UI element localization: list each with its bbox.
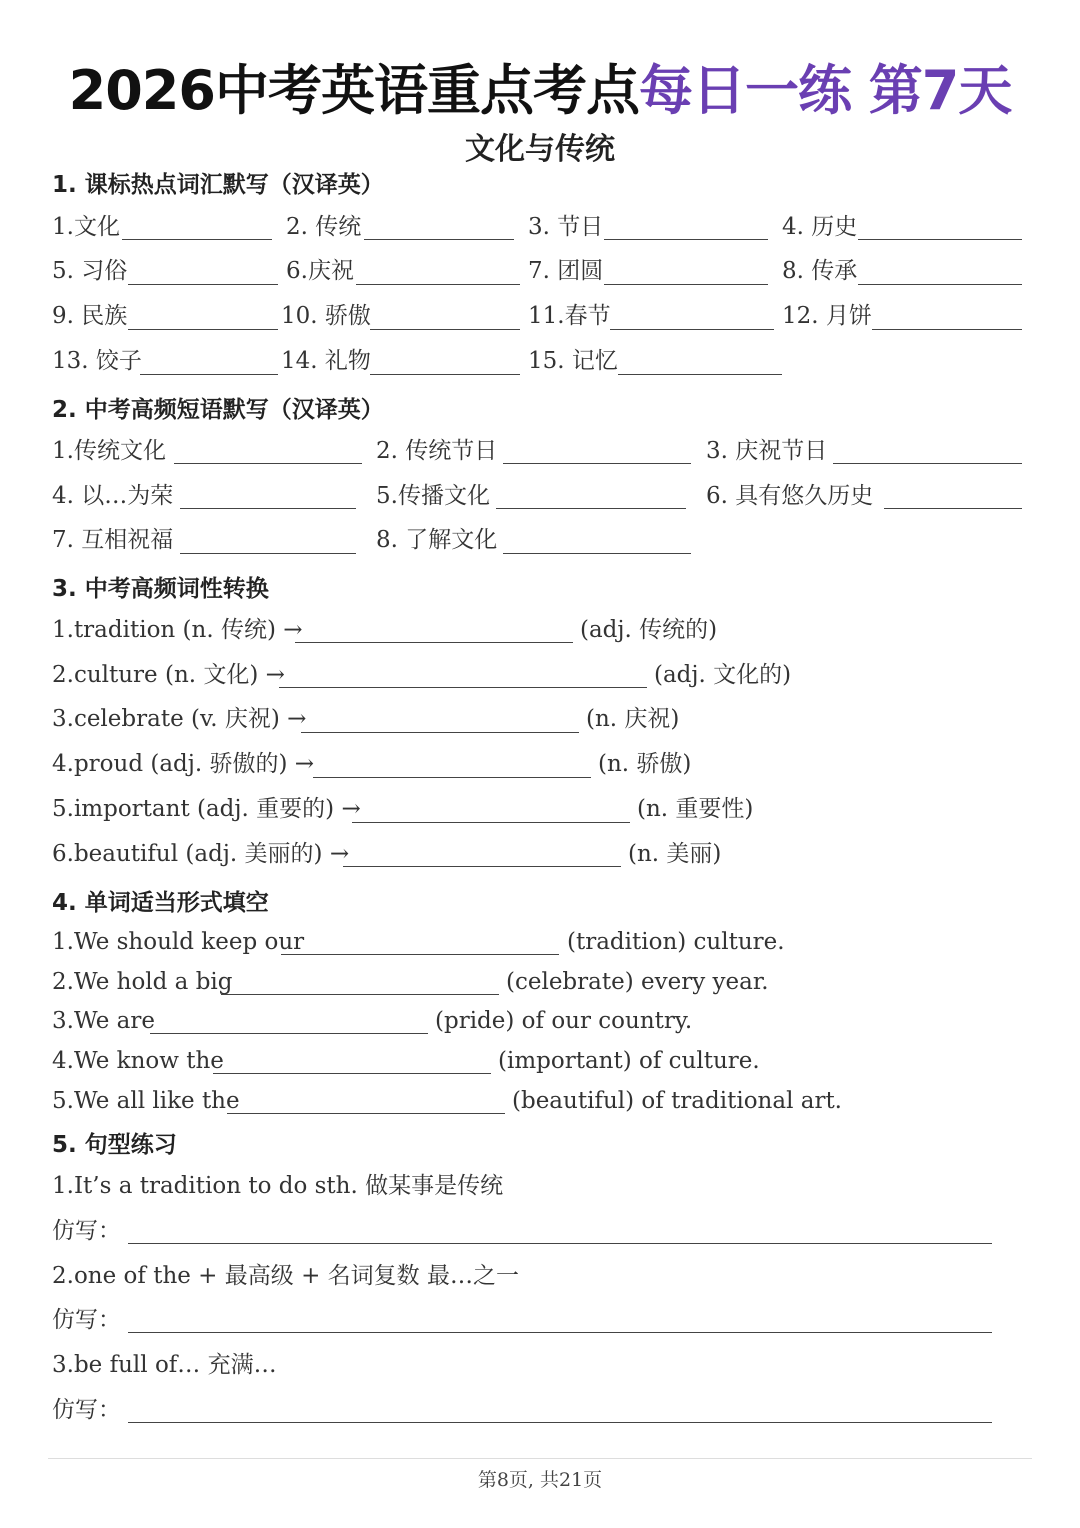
answer-blank[interactable] <box>128 329 278 330</box>
vocab-item: 3. 节日 <box>528 214 604 240</box>
vocab-item: 5. 习俗 <box>52 258 128 284</box>
answer-blank[interactable] <box>858 284 1022 285</box>
phrase-item: 8. 了解文化 <box>376 527 498 553</box>
vocab-item: 1.文化 <box>52 214 120 240</box>
answer-blank[interactable] <box>356 284 520 285</box>
rewrite-label: 仿写： <box>52 1307 121 1333</box>
vocab-item: 9. 民族 <box>52 303 128 329</box>
answer-blank[interactable] <box>604 239 768 240</box>
conversion-target: (n. 美丽) <box>628 841 722 867</box>
answer-blank[interactable] <box>174 463 362 464</box>
fill-blank-hint: (celebrate) every year. <box>506 969 769 995</box>
answer-blank[interactable] <box>128 284 278 285</box>
fill-blank-sentence: 3.We are <box>52 1008 155 1034</box>
conversion-prompt: 1.tradition (n. 传统) → <box>52 617 303 643</box>
sentence-pattern: 2.one of the + 最高级 + 名词复数 最…之一 <box>52 1263 519 1289</box>
rewrite-blank[interactable] <box>128 1243 992 1244</box>
conversion-prompt: 6.beautiful (adj. 美丽的) → <box>52 841 350 867</box>
rewrite-label: 仿写： <box>52 1397 121 1423</box>
answer-blank[interactable] <box>618 374 782 375</box>
vocab-item: 11.春节 <box>528 303 611 329</box>
section-4-heading: 4. 单词适当形式填空 <box>52 890 269 916</box>
vocab-item: 10. 骄傲 <box>281 303 371 329</box>
answer-blank[interactable] <box>503 553 691 554</box>
fill-blank-sentence: 1.We should keep our <box>52 929 305 955</box>
vocab-item: 13. 饺子 <box>52 348 142 374</box>
vocab-item: 4. 历史 <box>782 214 858 240</box>
phrase-item: 1.传统文化 <box>52 438 166 464</box>
conversion-target: (adj. 传统的) <box>580 617 718 643</box>
rewrite-blank[interactable] <box>128 1332 992 1333</box>
answer-blank[interactable] <box>884 508 1022 509</box>
vocab-item: 15. 记忆 <box>528 348 618 374</box>
conversion-target: (adj. 文化的) <box>654 662 792 688</box>
vocab-item: 7. 团圆 <box>528 258 604 284</box>
answer-blank[interactable] <box>122 239 272 240</box>
vocab-item: 12. 月饼 <box>782 303 872 329</box>
rewrite-blank[interactable] <box>128 1422 992 1423</box>
phrase-item: 5.传播文化 <box>376 483 490 509</box>
conversion-target: (n. 重要性) <box>637 796 754 822</box>
fill-blank-sentence: 4.We know the <box>52 1048 224 1074</box>
answer-blank[interactable] <box>610 329 774 330</box>
fill-blank-hint: (tradition) culture. <box>567 929 785 955</box>
answer-blank[interactable] <box>364 239 514 240</box>
answer-blank[interactable] <box>150 1033 428 1034</box>
answer-blank[interactable] <box>213 1073 491 1074</box>
page-number: 第8页, 共21页 <box>477 1469 603 1491</box>
section-2-heading: 2. 中考高频短语默写（汉译英） <box>52 397 384 423</box>
fill-blank-hint: (important) of culture. <box>498 1048 760 1074</box>
vocab-item: 14. 礼物 <box>281 348 371 374</box>
footer-divider <box>48 1458 1032 1459</box>
vocab-item: 2. 传统 <box>286 214 362 240</box>
conversion-prompt: 2.culture (n. 文化) → <box>52 662 285 688</box>
answer-blank[interactable] <box>503 463 691 464</box>
answer-blank[interactable] <box>604 284 768 285</box>
answer-blank[interactable] <box>295 642 573 643</box>
answer-blank[interactable] <box>313 777 591 778</box>
sentence-pattern: 1.It’s a tradition to do sth. 做某事是传统 <box>52 1173 504 1199</box>
phrase-item: 6. 具有悠久历史 <box>706 483 874 509</box>
conversion-target: (n. 庆祝) <box>586 706 680 732</box>
answer-blank[interactable] <box>872 329 1022 330</box>
answer-blank[interactable] <box>180 508 356 509</box>
conversion-target: (n. 骄傲) <box>598 751 692 777</box>
title-accent: 每日一练 第7天 <box>638 59 1012 122</box>
fill-blank-hint: (beautiful) of traditional art. <box>512 1088 842 1114</box>
answer-blank[interactable] <box>370 329 520 330</box>
phrase-item: 7. 互相祝福 <box>52 527 174 553</box>
answer-blank[interactable] <box>370 374 520 375</box>
fill-blank-hint: (pride) of our country. <box>435 1008 693 1034</box>
answer-blank[interactable] <box>180 553 356 554</box>
section-1-heading: 1. 课标热点词汇默写（汉译英） <box>52 172 384 198</box>
answer-blank[interactable] <box>301 732 579 733</box>
conversion-prompt: 5.important (adj. 重要的) → <box>52 796 361 822</box>
sentence-pattern: 3.be full of… 充满… <box>52 1352 277 1378</box>
answer-blank[interactable] <box>858 239 1022 240</box>
section-3-heading: 3. 中考高频词性转换 <box>52 576 269 602</box>
answer-blank[interactable] <box>227 1113 505 1114</box>
answer-blank[interactable] <box>343 866 621 867</box>
fill-blank-sentence: 2.We hold a big <box>52 969 233 995</box>
title-main: 2026中考英语重点考点 <box>68 59 639 122</box>
section-5-heading: 5. 句型练习 <box>52 1132 177 1158</box>
answer-blank[interactable] <box>140 374 278 375</box>
page-subtitle: 文化与传统 <box>465 132 615 167</box>
page-title <box>0 48 1080 125</box>
answer-blank[interactable] <box>833 463 1022 464</box>
answer-blank[interactable] <box>496 508 686 509</box>
vocab-item: 6.庆祝 <box>286 258 354 284</box>
vocab-item: 8. 传承 <box>782 258 858 284</box>
fill-blank-sentence: 5.We all like the <box>52 1088 240 1114</box>
answer-blank[interactable] <box>281 954 559 955</box>
conversion-prompt: 3.celebrate (v. 庆祝) → <box>52 706 307 732</box>
answer-blank[interactable] <box>352 822 630 823</box>
answer-blank[interactable] <box>221 994 499 995</box>
phrase-item: 4. 以…为荣 <box>52 483 174 509</box>
answer-blank[interactable] <box>279 687 647 688</box>
conversion-prompt: 4.proud (adj. 骄傲的) → <box>52 751 315 777</box>
phrase-item: 2. 传统节日 <box>376 438 498 464</box>
phrase-item: 3. 庆祝节日 <box>706 438 828 464</box>
rewrite-label: 仿写： <box>52 1218 121 1244</box>
